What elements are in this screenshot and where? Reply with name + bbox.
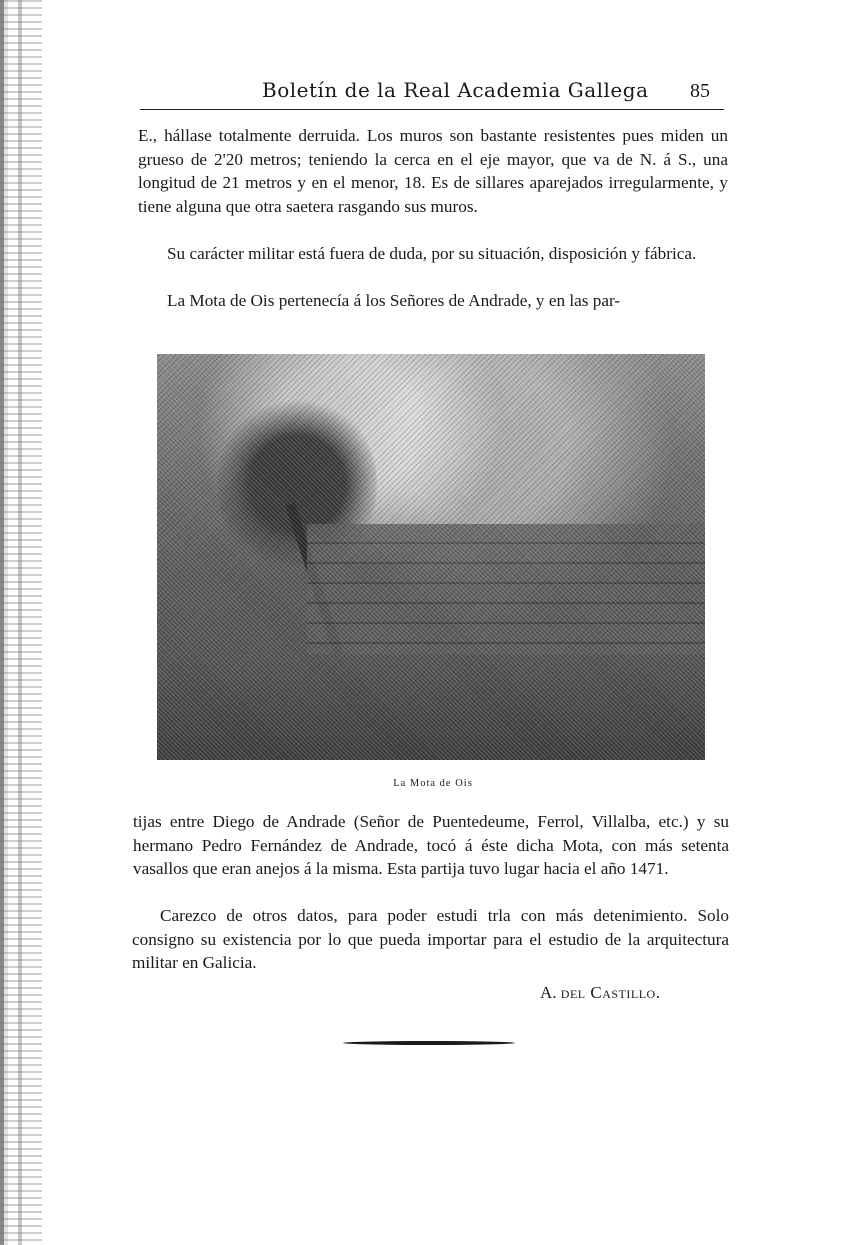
running-header: [140, 76, 724, 108]
paragraph-5: Carezco de otros datos, para poder estudi trla con más detenimiento. Solo consigno su existencia por lo que pueda importar para el estudio de la arquitectura militar en Galicia.: [132, 906, 729, 973]
journal-title: Boletín de la Real Academia Gallega: [262, 78, 649, 102]
photograph-mota-de-ois: [157, 354, 705, 760]
author-signature: [540, 983, 660, 1003]
paragraph-3: La Mota de Ois pertenecía á los Señores de Andrade, y en las par-: [167, 291, 621, 310]
paragraph-4: tijas entre Diego de Andrade (Señor de Puentedeume, Ferrol, Villalba, etc.) y su hermano Pedro Fernández de Andrade, tocó á éste dicha Mota, con más setenta vasallos que eran anejos á la misma. Esta partija tuvo lugar hacia el año 1471.: [133, 812, 729, 879]
figure-caption: La Mota de Ois: [393, 778, 473, 789]
header-rule: [140, 109, 724, 110]
author-surname: del Castillo.: [560, 983, 661, 1002]
closing-ornament-rule: [343, 1041, 515, 1045]
paragraph-1: E., hállase totalmente derruida. Los muros son bastante resistentes pues miden un grueso de 2'20 metros; teniendo la cerca en el eje mayor, que va de N. á S., una longitud de 21 metros y en el menor, 18. Es de sillares aparejados irregularmente, y tiene alguna que otra saetera rasgando sus muros.: [138, 126, 728, 217]
page-number: 85: [690, 80, 710, 102]
book-binding-edge: [0, 0, 42, 1245]
author-initial: A.: [540, 983, 557, 1002]
paragraph-2: Su carácter militar está fuera de duda, por su situación, disposición y fábrica.: [167, 244, 697, 263]
photo-halftone-texture: [157, 354, 705, 760]
